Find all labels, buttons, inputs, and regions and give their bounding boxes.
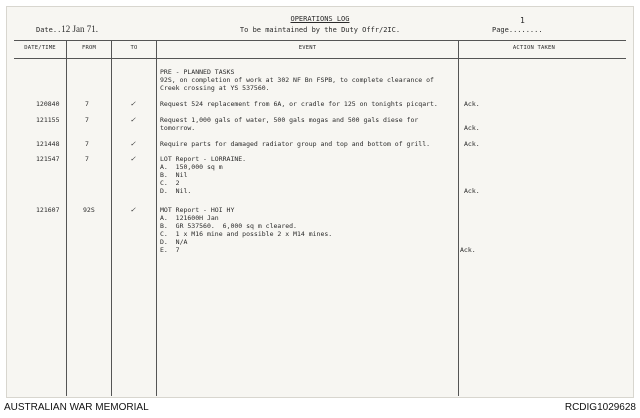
column-divider-event [156,40,157,396]
col-header-from: FROM [81,45,97,51]
row-from: 7 [85,100,89,108]
log-subtitle: To be maintained by the Duty Offr/2IC. [239,26,401,34]
column-divider-action [458,40,459,396]
event-line: B. GR 537560. 6,000 sq m cleared. [160,222,297,230]
page-label: Page........ [492,26,543,34]
column-divider-to [111,40,112,396]
header-bottom-rule [14,58,626,59]
column-divider-from [66,40,67,396]
row-to-tick: ✓ [130,155,136,163]
event-line: C. 1 x M16 mine and possible 2 x M14 mines. [160,230,333,238]
row-time: 120840 [36,100,60,108]
event-line: tomorrow. [160,124,196,132]
event-line: PRE - PLANNED TASKS [160,68,235,76]
date-value: 12 Jan 71. [61,24,99,34]
col-header-datetime: DATE/TIME [24,45,56,51]
row-time: 121607 [36,206,60,214]
event-line: A. 121600H Jan [160,214,219,222]
header-top-rule [14,40,626,41]
date-label: Date.. [36,26,62,34]
log-sheet [6,6,634,398]
col-header-action: ACTION TAKEN [512,45,556,51]
event-line: LOT Report - LORRAINE. [160,155,247,163]
event-line: Require parts for damaged radiator group and top and bottom of grill. [160,140,431,148]
row-to-tick: ✓ [130,140,136,148]
event-line: D. N/A [160,238,188,246]
event-line: B. Nil [160,171,188,179]
row-time: 121448 [36,140,60,148]
row-time: 121547 [36,155,60,163]
event-line: D. Nil. [160,187,192,195]
event-line: Request 524 replacement from 6A, or cradle for 125 on tonights picqart. [160,100,438,108]
row-action: Ack. [464,140,480,148]
row-to-tick: ✓ [130,100,136,108]
row-action: Ack. [460,246,476,254]
row-time: 121155 [36,116,60,124]
event-line: C. 2 [160,179,180,187]
event-line: 92S, on completion of work at 302 NF Bn FSPB, to complete clearance of [160,76,434,84]
footer-catalog-id: RCDIG1029628 [564,402,636,413]
log-title: OPERATIONS LOG [290,15,350,23]
col-header-event: EVENT [298,45,317,51]
row-action: Ack. [464,124,480,132]
col-header-to: TO [130,45,138,51]
event-line: Creek crossing at YS 537560. [160,84,270,92]
event-line: A. 150,000 sq m [160,163,223,171]
row-to-tick: ✓ [130,116,136,124]
row-action: Ack. [464,187,480,195]
row-from: 92S [83,206,95,214]
event-line: MOT Report - HOI HY [160,206,235,214]
footer-credit: AUSTRALIAN WAR MEMORIAL [4,402,149,413]
page-number: 1 [520,16,525,25]
row-to-tick: ✓ [130,206,136,214]
row-action: Ack. [464,100,480,108]
event-line: E. 7 [160,246,180,254]
row-from: 7 [85,155,89,163]
row-from: 7 [85,140,89,148]
event-line: Request 1,000 gals of water, 500 gals mogas and 500 gals diese for [160,116,419,124]
row-from: 7 [85,116,89,124]
